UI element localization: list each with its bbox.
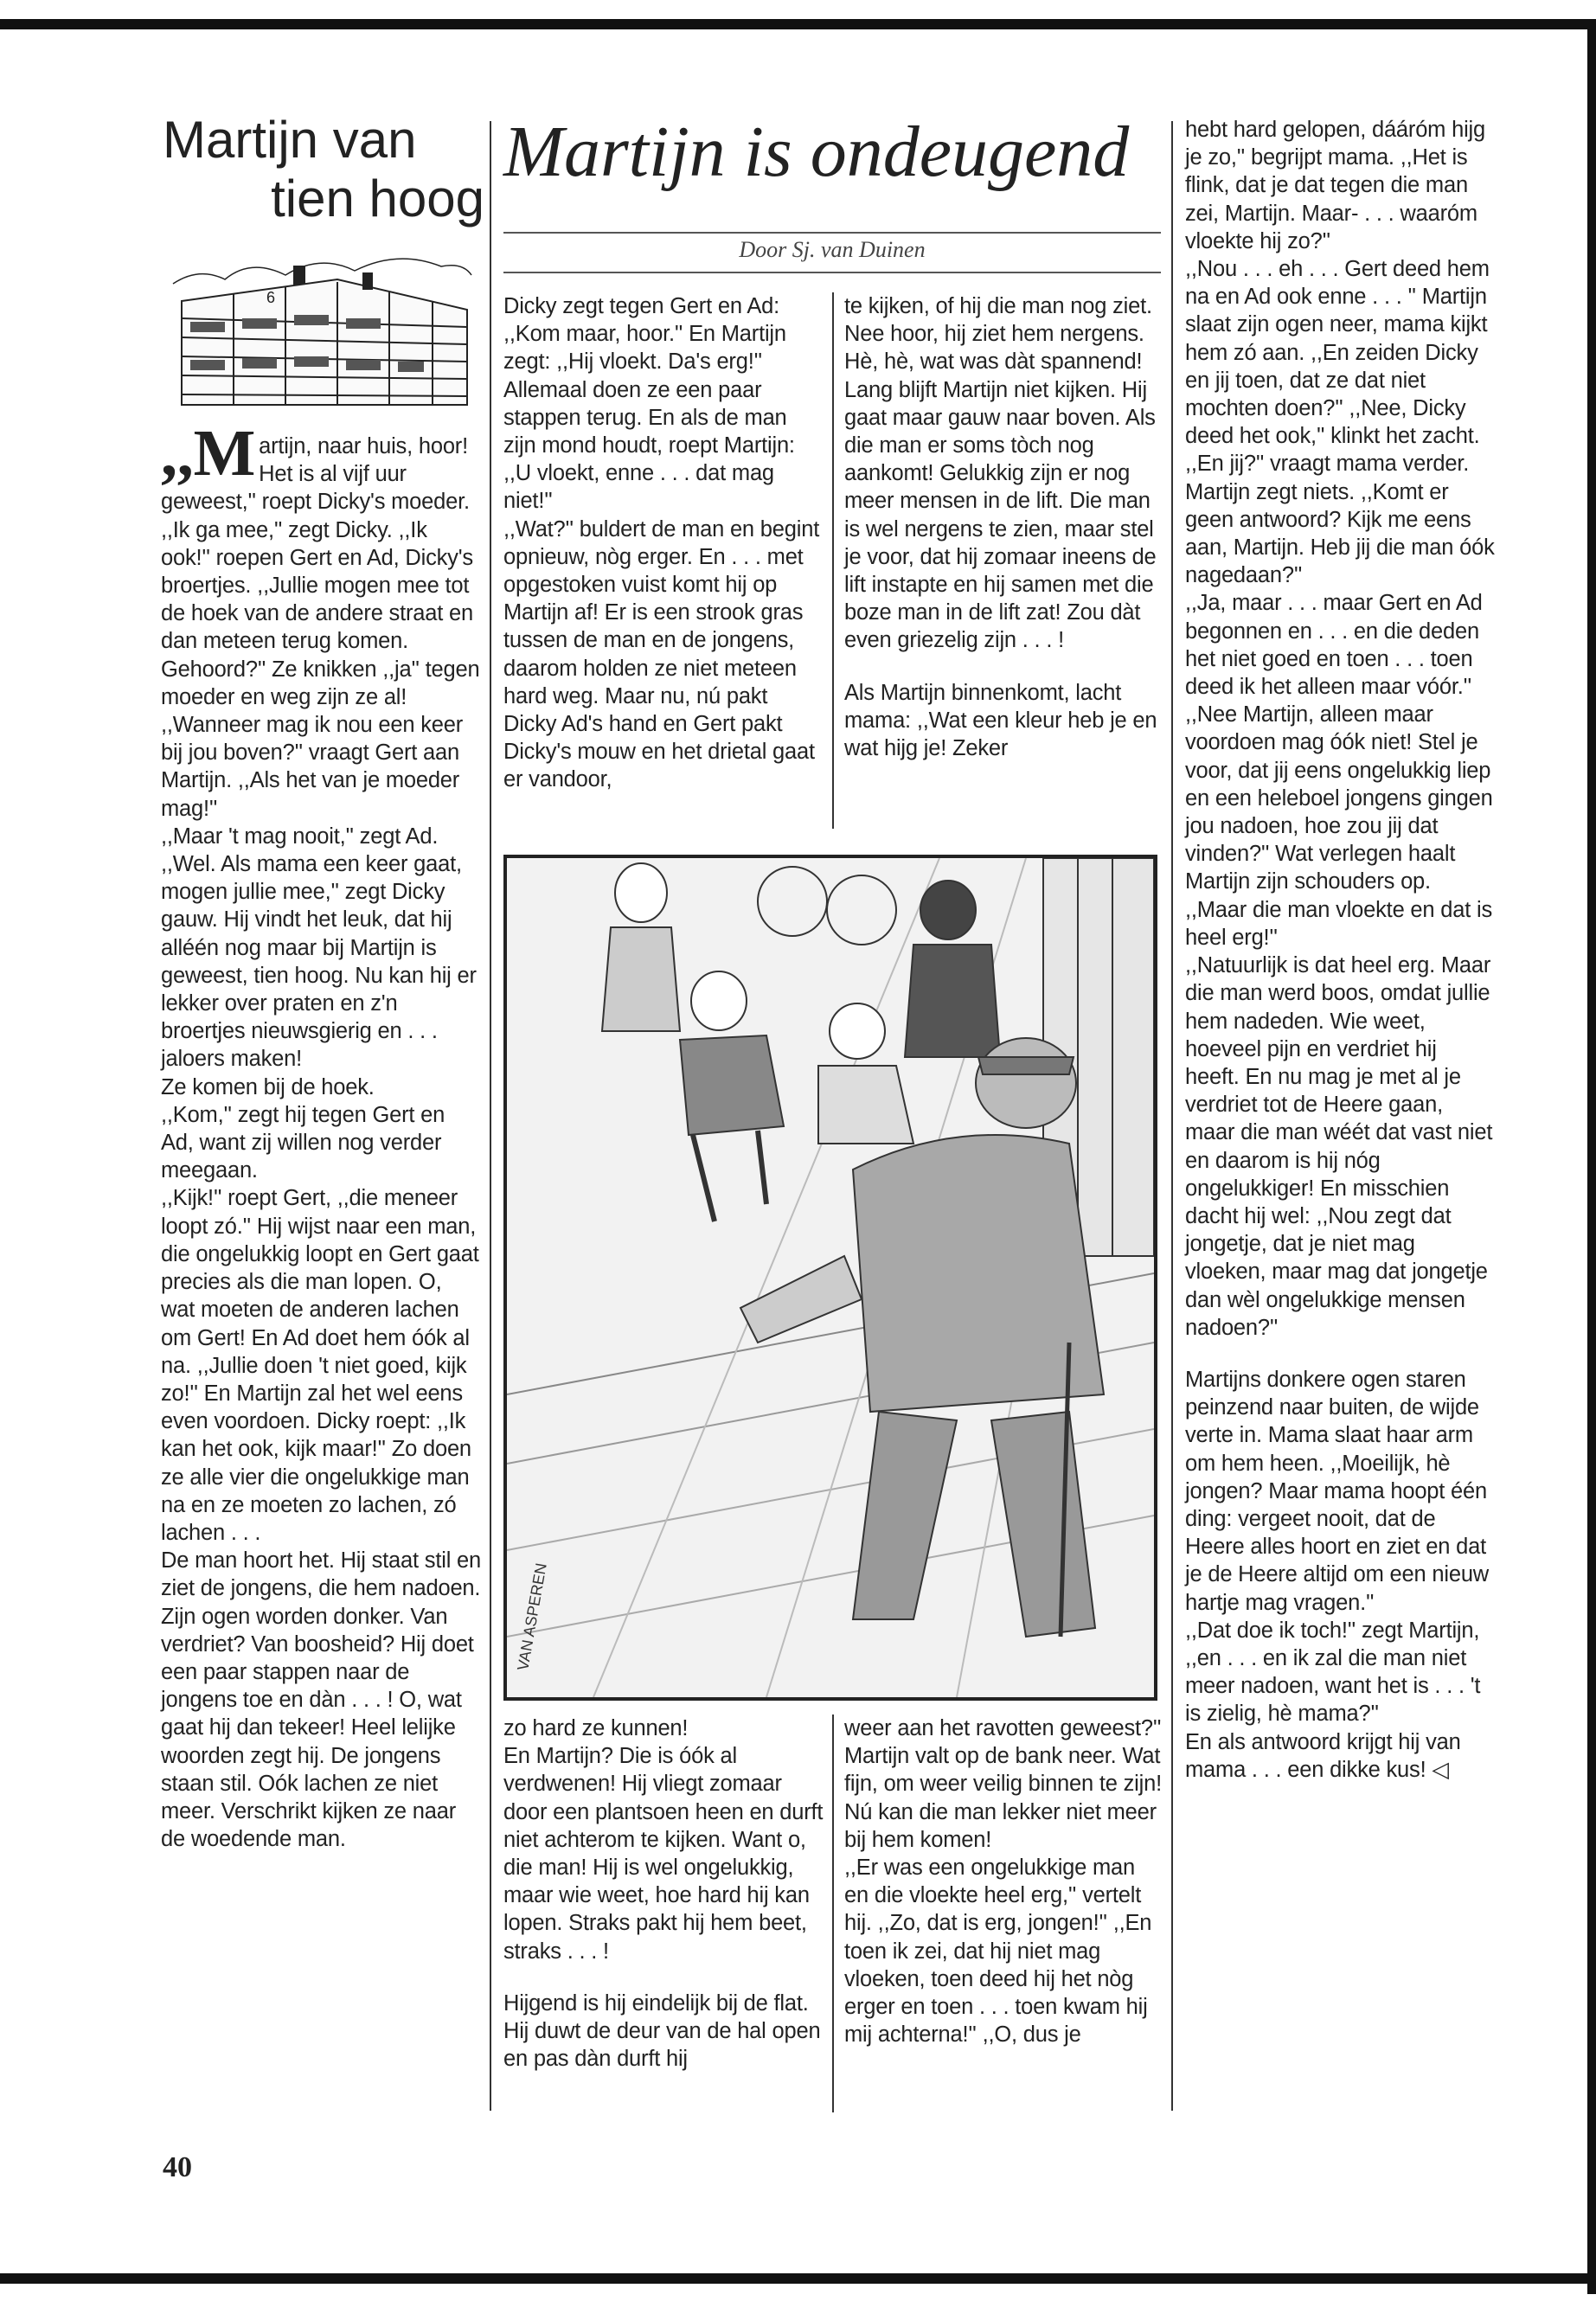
paragraph: weer aan het ravotten geweest?'' Martijn valt op de bank neer. Wat fijn, om weer veilig binnen te zijn! Nú kan die man lekker niet meer bij hem komen! bbox=[844, 1716, 1162, 1852]
paragraph: ,,Ja, maar . . . maar Gert en Ad begonnen en . . . en die deden het niet goed en toen . . . toen deed ik het alleen maar vóór.'' ,,Nee Martijn, alleen maar voordoen mag óók niet! Stel je voor, dat jij eens ongelukkig liep en een heleboel jongens gingen jou nadoen, hoe zou jij dat vinden?'' Wat verlegen haalt Martijn zijn schouders op. ,,Maar die man vloekte en dat is heel erg!'' bbox=[1185, 591, 1493, 950]
sidebar-title bbox=[163, 111, 484, 228]
paragraph: ,,Nou . . . eh . . . Gert deed hem na en Ad ook enne . . . '' Martijn slaat zijn ogen neer, mama kijkt hem zó aan. ,,En zeiden Dicky en jij toen, dat ze dat niet mochten doen?'' ,,Nee, Dicky deed het ook,'' klinkt het zacht. ,,En jij?'' vraagt mama verder. Martijn zegt niets. ,,Komt er geen antwoord? Kijk me eens aan, Martijn. Heb jij die man óók nagedaan?'' bbox=[1185, 257, 1495, 588]
page-border-top bbox=[0, 19, 1596, 29]
paragraph: ,,Wanneer mag ik nou een keer bij jou boven?'' vraagt Gert aan Martijn. ,,Als het van je moeder mag!'' bbox=[161, 713, 464, 821]
paragraph: Ze komen bij de hoek. bbox=[161, 1074, 375, 1099]
paragraph: ,,Dat doe ik toch!'' zegt Martijn, ,,en . . . en ik zal die man niet meer nadoen, want het is . . . 't is zielig, hè mama?'' bbox=[1185, 1618, 1481, 1727]
paragraph: Hijgend is hij eindelijk bij de flat. Hij duwt de deur van de hal open en pas dàn durft hij bbox=[503, 1990, 821, 2072]
sidebar-title-line1: Martijn van bbox=[163, 111, 417, 169]
paragraph: hebt hard gelopen, dááróm hijg je zo,'' begrijpt mama. ,,Het is flink, dat je dat tegen die man zei, Martijn. Maar- . . . waaróm vloekte hij zo?'' bbox=[1185, 118, 1486, 253]
page-border-right bbox=[1587, 19, 1596, 2294]
paragraph: ,,Ik ga mee,'' zegt Dicky. ,,Ik ook!'' roepen Gert en Ad, Dicky's broertjes. ,,Jullie mogen mee tot de hoek van de andere straat en dan meteen terug komen. Gehoord?'' Ze knikken ,,ja'' tegen moeder en weg zijn ze al! bbox=[161, 517, 480, 709]
column-4 bbox=[1185, 116, 1497, 1784]
paragraph: zo hard ze kunnen! bbox=[503, 1716, 689, 1740]
paragraph: Als Martijn binnenkomt, lacht mama: ,,Wat een kleur heb je en wat hijg je! Zeker bbox=[844, 680, 1157, 761]
column-rule-2-bottom bbox=[832, 1715, 834, 2112]
building-floor-label: 6 bbox=[266, 289, 276, 306]
column-3-top bbox=[844, 292, 1164, 762]
sidebar-title-line2: tien hoog bbox=[271, 170, 484, 228]
column-2-bottom bbox=[503, 1715, 824, 2073]
column-3-bottom bbox=[844, 1715, 1164, 2048]
paragraph: Dicky zegt tegen Gert en Ad: ,,Kom maar, hoor.'' En Martijn zegt: ,,Hij vloekt. Da's erg!'' Allemaal doen ze een paar stappen terug. En als de man zijn mond houdt, roept Martijn: ,,U vloekt, enne . . . dat mag niet!'' bbox=[503, 294, 795, 514]
column-rule-1 bbox=[490, 121, 491, 2111]
paragraph: te kijken, of hij die man nog ziet. Nee hoor, hij ziet hem nergens. Hè, hè, wat was dàt spannend! Lang blijft Martijn niet kijken. Hij gaat maar gauw naar boven. Als die man er soms tòch nog aankomt! Gelukkig zijn er nog meer mensen in de lift. Die man is wel nergens te zien, maar stel je voor, dat hij zomaar ineens de lift instapte en hij samen met die boze man in de lift zat! Zou dàt even griezelig zijn . . . ! bbox=[844, 294, 1157, 653]
illustrator-signature: VAN ASPEREN bbox=[514, 1561, 550, 1672]
story-illustration bbox=[503, 855, 1157, 1701]
article-title: Martijn is ondeugend bbox=[503, 112, 1130, 192]
paragraph: En als antwoord krijgt hij van mama . . . een dikke kus! ◁ bbox=[1185, 1729, 1461, 1782]
byline-rule-bottom bbox=[503, 272, 1161, 273]
paragraph: ,,Maar 't mag nooit,'' zegt Ad. ,,Wel. Als mama een keer gaat, mogen jullie mee,'' zegt Dicky gauw. Hij vindt het leuk, dat hij alléén nog maar bij Martijn is geweest, tien hoog. Nu kan hij er lekker over praten en z'n broertjes nieuwsgierig en . . . jaloers maken! bbox=[161, 824, 477, 1072]
paragraph: ,,Kijk!'' roept Gert, ,,die meneer loopt zó.'' Hij wijst naar een man, die ongelukkig loopt en Gert gaat precies als die man lopen. O, wat moeten de anderen lachen om Gert! En Ad doet hem óók al na. ,,Jullie doen 't niet goed, kijk zo!'' En Martijn zal het wel eens even voordoen. Dicky roept: ,,Ik kan het ook, kijk maar!'' Zo doen ze alle vier die ongelukkige man na en ze moeten zo lachen, zó lachen . . . bbox=[161, 1186, 479, 1545]
paragraph: Martijns donkere ogen staren peinzend naar buiten, de wijde verte in. Mama slaat haar arm om hem heen. ,,Moeilijk, hè jongen? Maar mama hoopt één ding: vergeet nooit, dat de Heere alles hoort en ziet en dat je de Heere altijd om een nieuw hartje mag vragen.'' bbox=[1185, 1367, 1490, 1615]
byline-rule-top bbox=[503, 232, 1161, 234]
column-rule-2-top bbox=[832, 292, 834, 829]
column-rule-3 bbox=[1171, 121, 1173, 2111]
page-border-bottom bbox=[0, 2273, 1596, 2284]
drop-cap: ,,M bbox=[161, 417, 256, 490]
paragraph: En Martijn? Die is óók al verdwenen! Hij vliegt zomaar door een plantsoen heen en durft niet achterom te kijken. Want o, die man! Hij is wel ongelukkig, maar wie weet, hoe hard hij kan lopen. Straks pakt hij hem beet, straks . . . ! bbox=[503, 1744, 824, 1964]
page-number: 40 bbox=[163, 2151, 192, 2183]
column-2-top bbox=[503, 292, 824, 794]
paragraph: ,,M artijn, naar huis, hoor! Het is al vijf uur geweest,'' roept Dicky's moeder. bbox=[161, 417, 470, 515]
apartment-building-illustration bbox=[164, 232, 476, 409]
paragraph: De man hoort het. Hij staat stil en ziet de jongens, die hem nadoen. Zijn ogen worden donker. Van verdriet? Van boosheid? Hij doet een paar stappen naar de jongens toe en dàn . . . ! O, wat gaat hij dan tekeer! Heel lelijke woorden zegt hij. De jongens staan stil. Oók lachen ze niet meer. Verschrikt kijken ze naar de woedende man. bbox=[161, 1548, 482, 1852]
column-1 bbox=[161, 417, 482, 1853]
paragraph: ,,Er was een ongelukkige man en die vloekte heel erg,'' vertelt hij. ,,Zo, dat is erg, jongen!'' ,,En toen ik zei, dat hij niet mag vloeken, toen deed hij het nòg erger en toen . . . toen kwam hij mij achterna!'' ,,O, dus je bbox=[844, 1856, 1152, 2048]
paragraph: ,,Natuurlijk is dat heel erg. Maar die man werd boos, omdat jullie hem nadeden. Wie weet, hoeveel pijn en verdriet hij heeft. En nu mag je met al je verdriet tot de Heere gaan, maar die man wéét dat vast niet en daarom is hij nóg ongelukkiger! En misschien dacht hij wel: ,,Nou zegt dat jongetje, dat je niet mag vloeken, maar mag dat jongetje dan wèl ongelukkige mensen nadoen?'' bbox=[1185, 953, 1493, 1340]
paragraph: ,,Wat?'' buldert de man en begint opnieuw, nòg erger. En . . . met opgestoken vuist komt hij op Martijn af! Er is een strook gras tussen de man en de jongens, daarom holden ze niet meteen hard weg. Maar nu, nú pakt Dicky Ad's hand en Gert pakt Dicky's mouw en het drietal gaat er vandoor, bbox=[503, 516, 820, 792]
street-scene-drawing bbox=[507, 858, 1154, 1697]
paragraph: ,,Kom,'' zegt hij tegen Gert en Ad, want zij willen nog verder meegaan. bbox=[161, 1102, 445, 1183]
article-byline: Door Sj. van Duinen bbox=[739, 237, 926, 262]
